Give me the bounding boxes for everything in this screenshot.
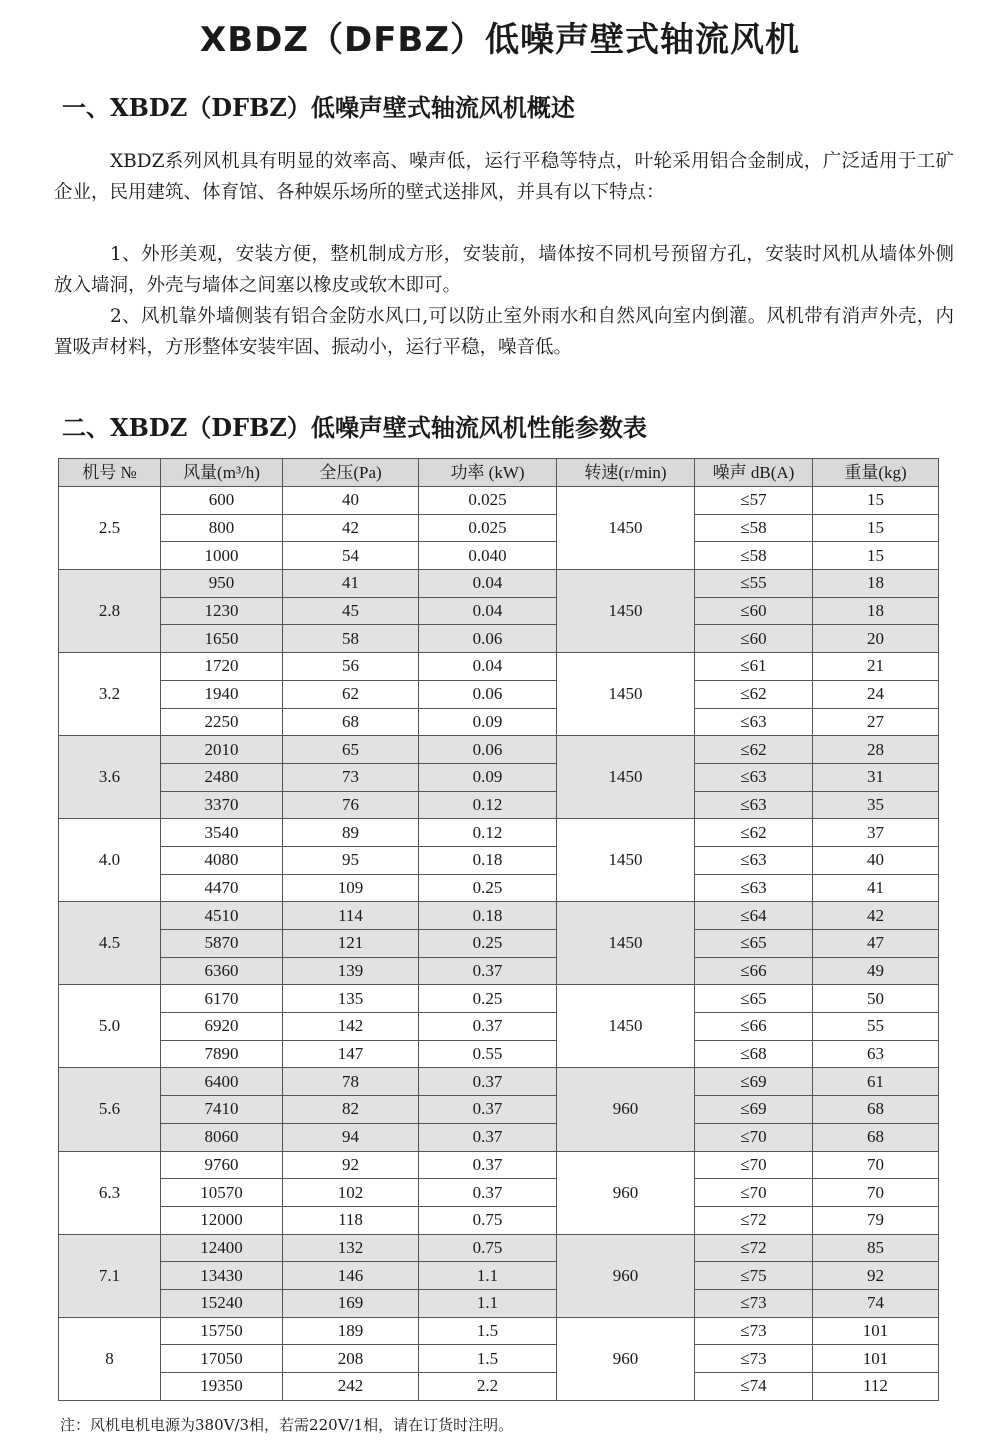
cell-airflow: 2250 bbox=[161, 708, 283, 736]
cell-airflow: 5870 bbox=[161, 930, 283, 958]
cell-airflow: 2480 bbox=[161, 763, 283, 791]
cell-noise: ≤66 bbox=[695, 1013, 813, 1041]
cell-pressure: 42 bbox=[283, 514, 419, 542]
cell-pressure: 76 bbox=[283, 791, 419, 819]
cell-power: 0.18 bbox=[419, 902, 557, 930]
cell-noise: ≤72 bbox=[695, 1234, 813, 1262]
cell-airflow: 800 bbox=[161, 514, 283, 542]
table-row bbox=[59, 1068, 939, 1096]
cell-power: 1.1 bbox=[419, 1262, 557, 1290]
cell-airflow: 950 bbox=[161, 570, 283, 598]
table-row bbox=[59, 487, 939, 515]
section-heading-parameters: 二、XBDZ（DFBZ）低噪声壁式轴流风机性能参数表 bbox=[62, 413, 647, 442]
cell-pressure: 142 bbox=[283, 1013, 419, 1041]
cell-airflow: 4470 bbox=[161, 874, 283, 902]
cell-airflow: 10570 bbox=[161, 1179, 283, 1207]
cell-power: 0.12 bbox=[419, 791, 557, 819]
cell-weight: 61 bbox=[813, 1068, 939, 1096]
cell-weight: 92 bbox=[813, 1262, 939, 1290]
cell-noise: ≤72 bbox=[695, 1206, 813, 1234]
cell-airflow: 6400 bbox=[161, 1068, 283, 1096]
cell-airflow: 6920 bbox=[161, 1013, 283, 1041]
table-row bbox=[59, 542, 939, 570]
cell-airflow: 2010 bbox=[161, 736, 283, 764]
table-row bbox=[59, 653, 939, 681]
table-row bbox=[59, 1345, 939, 1373]
table-row bbox=[59, 1317, 939, 1345]
cell-power: 0.37 bbox=[419, 1013, 557, 1041]
cell-pressure: 68 bbox=[283, 708, 419, 736]
cell-power: 0.025 bbox=[419, 487, 557, 515]
cell-weight: 35 bbox=[813, 791, 939, 819]
cell-noise: ≤65 bbox=[695, 985, 813, 1013]
table-row bbox=[59, 1013, 939, 1041]
cell-pressure: 95 bbox=[283, 846, 419, 874]
cell-power: 0.37 bbox=[419, 957, 557, 985]
cell-speed: 1450 bbox=[557, 487, 695, 570]
cell-weight: 63 bbox=[813, 1040, 939, 1068]
cell-weight: 15 bbox=[813, 514, 939, 542]
cell-speed: 1450 bbox=[557, 736, 695, 819]
page-title: XBDZ（DFBZ）低噪声壁式轴流风机 bbox=[199, 20, 801, 60]
cell-model: 5.6 bbox=[59, 1068, 161, 1151]
table-row bbox=[59, 1123, 939, 1151]
cell-pressure: 58 bbox=[283, 625, 419, 653]
overview-paragraph-intro: XBDZ系列风机具有明显的效率高、噪声低，运行平稳等特点，叶轮采用铝合金制成，广泛适用于工矿企业，民用建筑、体育馆、各种娱乐场所的壁式送排风，并具有以下特点： bbox=[54, 151, 954, 203]
cell-pressure: 82 bbox=[283, 1096, 419, 1124]
cell-power: 0.04 bbox=[419, 597, 557, 625]
cell-noise: ≤60 bbox=[695, 597, 813, 625]
cell-noise: ≤58 bbox=[695, 542, 813, 570]
section-heading-overview: 一、XBDZ（DFBZ）低噪声壁式轴流风机概述 bbox=[62, 93, 575, 122]
header-pressure: 全压(Pa) bbox=[283, 459, 419, 487]
cell-speed: 1450 bbox=[557, 902, 695, 985]
cell-speed: 1450 bbox=[557, 653, 695, 736]
cell-pressure: 132 bbox=[283, 1234, 419, 1262]
cell-airflow: 15240 bbox=[161, 1289, 283, 1317]
cell-noise: ≤70 bbox=[695, 1151, 813, 1179]
cell-airflow: 3540 bbox=[161, 819, 283, 847]
table-row bbox=[59, 1262, 939, 1290]
cell-weight: 27 bbox=[813, 708, 939, 736]
table-row bbox=[59, 1206, 939, 1234]
cell-speed: 960 bbox=[557, 1068, 695, 1151]
cell-power: 0.25 bbox=[419, 985, 557, 1013]
cell-model: 4.0 bbox=[59, 819, 161, 902]
cell-power: 0.04 bbox=[419, 570, 557, 598]
table-row bbox=[59, 930, 939, 958]
cell-weight: 74 bbox=[813, 1289, 939, 1317]
cell-noise: ≤63 bbox=[695, 763, 813, 791]
table-row bbox=[59, 985, 939, 1013]
cell-pressure: 102 bbox=[283, 1179, 419, 1207]
cell-noise: ≤66 bbox=[695, 957, 813, 985]
table-row bbox=[59, 1289, 939, 1317]
cell-noise: ≤73 bbox=[695, 1317, 813, 1345]
cell-airflow: 19350 bbox=[161, 1373, 283, 1401]
cell-pressure: 94 bbox=[283, 1123, 419, 1151]
cell-airflow: 6170 bbox=[161, 985, 283, 1013]
cell-speed: 960 bbox=[557, 1151, 695, 1234]
cell-power: 0.12 bbox=[419, 819, 557, 847]
table-row bbox=[59, 570, 939, 598]
table-row bbox=[59, 874, 939, 902]
cell-weight: 47 bbox=[813, 930, 939, 958]
cell-pressure: 41 bbox=[283, 570, 419, 598]
header-model: 机号 № bbox=[59, 459, 161, 487]
cell-airflow: 13430 bbox=[161, 1262, 283, 1290]
cell-weight: 79 bbox=[813, 1206, 939, 1234]
header-airflow: 风量(m³/h) bbox=[161, 459, 283, 487]
table-row bbox=[59, 957, 939, 985]
table-row bbox=[59, 819, 939, 847]
cell-weight: 70 bbox=[813, 1151, 939, 1179]
cell-weight: 68 bbox=[813, 1123, 939, 1151]
table-row bbox=[59, 1096, 939, 1124]
cell-power: 1.5 bbox=[419, 1345, 557, 1373]
cell-airflow: 7890 bbox=[161, 1040, 283, 1068]
cell-power: 0.37 bbox=[419, 1151, 557, 1179]
cell-pressure: 78 bbox=[283, 1068, 419, 1096]
overview-paragraph-feature-1: 1、外形美观，安装方便，整机制成方形，安装前，墙体按不同机号预留方孔，安装时风机从墙体外侧放入墙洞，外壳与墙体之间塞以橡皮或软木即可。 bbox=[54, 244, 954, 296]
cell-noise: ≤62 bbox=[695, 736, 813, 764]
cell-power: 0.37 bbox=[419, 1096, 557, 1124]
table-row bbox=[59, 763, 939, 791]
cell-weight: 50 bbox=[813, 985, 939, 1013]
cell-power: 0.37 bbox=[419, 1068, 557, 1096]
cell-model: 2.5 bbox=[59, 487, 161, 570]
cell-weight: 31 bbox=[813, 763, 939, 791]
cell-weight: 55 bbox=[813, 1013, 939, 1041]
table-row bbox=[59, 736, 939, 764]
cell-airflow: 9760 bbox=[161, 1151, 283, 1179]
cell-power: 0.55 bbox=[419, 1040, 557, 1068]
cell-weight: 41 bbox=[813, 874, 939, 902]
cell-pressure: 45 bbox=[283, 597, 419, 625]
table-row bbox=[59, 1040, 939, 1068]
cell-weight: 18 bbox=[813, 597, 939, 625]
cell-airflow: 4080 bbox=[161, 846, 283, 874]
cell-noise: ≤63 bbox=[695, 708, 813, 736]
cell-power: 0.75 bbox=[419, 1206, 557, 1234]
cell-noise: ≤61 bbox=[695, 653, 813, 681]
cell-pressure: 135 bbox=[283, 985, 419, 1013]
cell-noise: ≤63 bbox=[695, 874, 813, 902]
cell-noise: ≤63 bbox=[695, 846, 813, 874]
cell-pressure: 139 bbox=[283, 957, 419, 985]
cell-noise: ≤63 bbox=[695, 791, 813, 819]
footnote: 注：风机电机电源为380V/3相，若需220V/1相，请在订货时注明。 bbox=[60, 1416, 514, 1434]
cell-pressure: 56 bbox=[283, 653, 419, 681]
cell-weight: 24 bbox=[813, 680, 939, 708]
cell-airflow: 3370 bbox=[161, 791, 283, 819]
cell-airflow: 12000 bbox=[161, 1206, 283, 1234]
cell-pressure: 62 bbox=[283, 680, 419, 708]
cell-speed: 960 bbox=[557, 1317, 695, 1400]
cell-power: 0.09 bbox=[419, 708, 557, 736]
cell-speed: 1450 bbox=[557, 819, 695, 902]
cell-pressure: 65 bbox=[283, 736, 419, 764]
cell-noise: ≤62 bbox=[695, 680, 813, 708]
cell-weight: 28 bbox=[813, 736, 939, 764]
table-header-row bbox=[59, 459, 939, 487]
cell-weight: 49 bbox=[813, 957, 939, 985]
cell-power: 0.040 bbox=[419, 542, 557, 570]
header-noise: 噪声 dB(A) bbox=[695, 459, 813, 487]
cell-noise: ≤74 bbox=[695, 1373, 813, 1401]
cell-power: 0.25 bbox=[419, 930, 557, 958]
header-speed: 转速(r/min) bbox=[557, 459, 695, 487]
cell-power: 0.06 bbox=[419, 625, 557, 653]
cell-airflow: 1720 bbox=[161, 653, 283, 681]
cell-weight: 18 bbox=[813, 570, 939, 598]
cell-power: 2.2 bbox=[419, 1373, 557, 1401]
cell-power: 0.37 bbox=[419, 1123, 557, 1151]
cell-pressure: 121 bbox=[283, 930, 419, 958]
cell-pressure: 89 bbox=[283, 819, 419, 847]
cell-model: 3.2 bbox=[59, 653, 161, 736]
cell-speed: 1450 bbox=[557, 570, 695, 653]
cell-pressure: 146 bbox=[283, 1262, 419, 1290]
cell-pressure: 147 bbox=[283, 1040, 419, 1068]
cell-noise: ≤69 bbox=[695, 1068, 813, 1096]
cell-power: 0.18 bbox=[419, 846, 557, 874]
cell-pressure: 54 bbox=[283, 542, 419, 570]
cell-airflow: 8060 bbox=[161, 1123, 283, 1151]
cell-power: 1.1 bbox=[419, 1289, 557, 1317]
cell-noise: ≤75 bbox=[695, 1262, 813, 1290]
performance-parameter-table bbox=[58, 458, 939, 1401]
cell-power: 1.5 bbox=[419, 1317, 557, 1345]
cell-power: 0.75 bbox=[419, 1234, 557, 1262]
cell-pressure: 242 bbox=[283, 1373, 419, 1401]
cell-noise: ≤73 bbox=[695, 1345, 813, 1373]
cell-model: 4.5 bbox=[59, 902, 161, 985]
table-row bbox=[59, 625, 939, 653]
cell-weight: 40 bbox=[813, 846, 939, 874]
cell-noise: ≤70 bbox=[695, 1179, 813, 1207]
cell-weight: 68 bbox=[813, 1096, 939, 1124]
cell-pressure: 40 bbox=[283, 487, 419, 515]
cell-power: 0.025 bbox=[419, 514, 557, 542]
cell-noise: ≤55 bbox=[695, 570, 813, 598]
cell-weight: 15 bbox=[813, 487, 939, 515]
cell-airflow: 17050 bbox=[161, 1345, 283, 1373]
cell-airflow: 7410 bbox=[161, 1096, 283, 1124]
overview-paragraph-feature-2: 2、风机靠外墙侧装有铝合金防水风口,可以防止室外雨水和自然风向室内倒灌。风机带有消声外壳，内置吸声材料，方形整体安装牢固、振动小，运行平稳，噪音低。 bbox=[54, 306, 954, 358]
cell-power: 0.09 bbox=[419, 763, 557, 791]
cell-pressure: 92 bbox=[283, 1151, 419, 1179]
table-body bbox=[59, 487, 939, 1401]
cell-pressure: 208 bbox=[283, 1345, 419, 1373]
cell-weight: 37 bbox=[813, 819, 939, 847]
cell-pressure: 109 bbox=[283, 874, 419, 902]
table-row bbox=[59, 708, 939, 736]
cell-airflow: 1650 bbox=[161, 625, 283, 653]
cell-airflow: 6360 bbox=[161, 957, 283, 985]
cell-power: 0.37 bbox=[419, 1179, 557, 1207]
cell-weight: 101 bbox=[813, 1317, 939, 1345]
cell-power: 0.06 bbox=[419, 736, 557, 764]
cell-airflow: 12400 bbox=[161, 1234, 283, 1262]
cell-weight: 42 bbox=[813, 902, 939, 930]
table-row bbox=[59, 1179, 939, 1207]
cell-power: 0.04 bbox=[419, 653, 557, 681]
cell-noise: ≤65 bbox=[695, 930, 813, 958]
cell-model: 5.0 bbox=[59, 985, 161, 1068]
cell-weight: 85 bbox=[813, 1234, 939, 1262]
cell-model: 7.1 bbox=[59, 1234, 161, 1317]
table-row bbox=[59, 791, 939, 819]
cell-power: 0.25 bbox=[419, 874, 557, 902]
cell-airflow: 1940 bbox=[161, 680, 283, 708]
table-row bbox=[59, 680, 939, 708]
cell-noise: ≤73 bbox=[695, 1289, 813, 1317]
cell-pressure: 169 bbox=[283, 1289, 419, 1317]
cell-pressure: 114 bbox=[283, 902, 419, 930]
cell-noise: ≤69 bbox=[695, 1096, 813, 1124]
cell-airflow: 4510 bbox=[161, 902, 283, 930]
cell-noise: ≤62 bbox=[695, 819, 813, 847]
cell-weight: 15 bbox=[813, 542, 939, 570]
table-row bbox=[59, 1151, 939, 1179]
table-row bbox=[59, 1234, 939, 1262]
cell-pressure: 73 bbox=[283, 763, 419, 791]
cell-power: 0.06 bbox=[419, 680, 557, 708]
cell-noise: ≤60 bbox=[695, 625, 813, 653]
cell-pressure: 118 bbox=[283, 1206, 419, 1234]
cell-model: 6.3 bbox=[59, 1151, 161, 1234]
cell-noise: ≤68 bbox=[695, 1040, 813, 1068]
cell-airflow: 1230 bbox=[161, 597, 283, 625]
cell-model: 3.6 bbox=[59, 736, 161, 819]
cell-noise: ≤58 bbox=[695, 514, 813, 542]
header-power: 功率 (kW) bbox=[419, 459, 557, 487]
cell-weight: 112 bbox=[813, 1373, 939, 1401]
cell-airflow: 1000 bbox=[161, 542, 283, 570]
cell-speed: 960 bbox=[557, 1234, 695, 1317]
cell-airflow: 600 bbox=[161, 487, 283, 515]
cell-pressure: 189 bbox=[283, 1317, 419, 1345]
cell-speed: 1450 bbox=[557, 985, 695, 1068]
header-weight: 重量(kg) bbox=[813, 459, 939, 487]
cell-weight: 20 bbox=[813, 625, 939, 653]
table-row bbox=[59, 514, 939, 542]
cell-weight: 21 bbox=[813, 653, 939, 681]
cell-noise: ≤57 bbox=[695, 487, 813, 515]
table-row bbox=[59, 846, 939, 874]
table-row bbox=[59, 902, 939, 930]
cell-noise: ≤64 bbox=[695, 902, 813, 930]
table-row bbox=[59, 597, 939, 625]
table-row bbox=[59, 1373, 939, 1401]
cell-airflow: 15750 bbox=[161, 1317, 283, 1345]
cell-model: 2.8 bbox=[59, 570, 161, 653]
cell-noise: ≤70 bbox=[695, 1123, 813, 1151]
cell-weight: 70 bbox=[813, 1179, 939, 1207]
cell-model: 8 bbox=[59, 1317, 161, 1400]
cell-weight: 101 bbox=[813, 1345, 939, 1373]
